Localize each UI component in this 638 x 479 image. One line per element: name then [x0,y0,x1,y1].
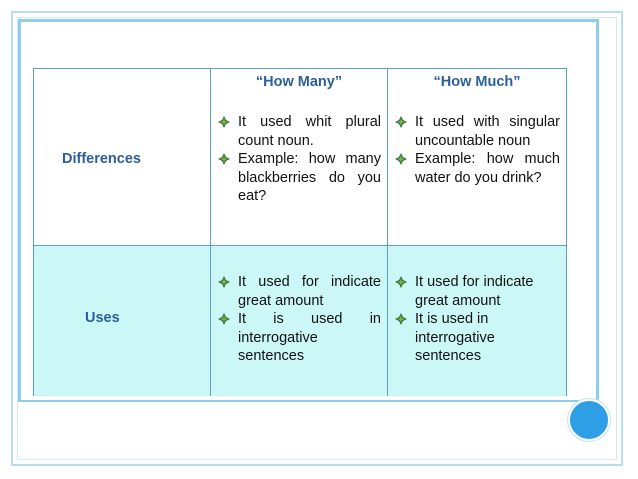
how-many-differences-list [217,113,381,206]
how-much-cell [387,69,566,245]
list-item: It used for indicate great amount [217,273,381,310]
how-many-cell [210,69,387,245]
bullet-icon [218,313,230,325]
bullet-icon [395,276,407,288]
bullet-icon [395,313,407,325]
bullet-icon [218,276,230,288]
list-item: Example: how much water do you drink? [394,150,560,187]
how-many-uses-list [217,273,381,366]
how-much-cell [387,246,566,396]
bullet-icon [395,153,407,165]
list-item: It used whit plural count noun. [217,113,381,150]
how-many-cell [210,246,387,396]
left-accent-bar [18,19,21,402]
list-item: It used with singular uncountable noun [394,113,560,150]
how-much-differences-list [394,113,560,187]
list-item: It used for indicate great amount [394,273,560,310]
right-accent-bar [596,19,599,402]
header-how-much: “How Much” [433,74,521,90]
list-item: It is used in interrogative sentences [217,310,381,366]
decorative-circle [568,399,610,441]
bullet-icon [218,153,230,165]
row-label-cell [34,69,210,245]
row-label-differences: Differences [62,151,141,167]
bullet-icon [395,116,407,128]
header-how-many: “How Many” [255,74,343,90]
bottom-accent-bar [18,400,588,402]
table-row-uses [34,245,566,396]
list-item: It is used in interrogative sentences [394,310,560,366]
comparison-table [33,68,567,396]
how-much-uses-list [394,273,560,366]
top-accent-bar [18,19,597,22]
list-item: Example: how many blackberries do you eat? [217,150,381,206]
table-row-differences [34,69,566,245]
row-label-uses: Uses [85,310,120,326]
bullet-icon [218,116,230,128]
row-label-cell [34,246,210,396]
